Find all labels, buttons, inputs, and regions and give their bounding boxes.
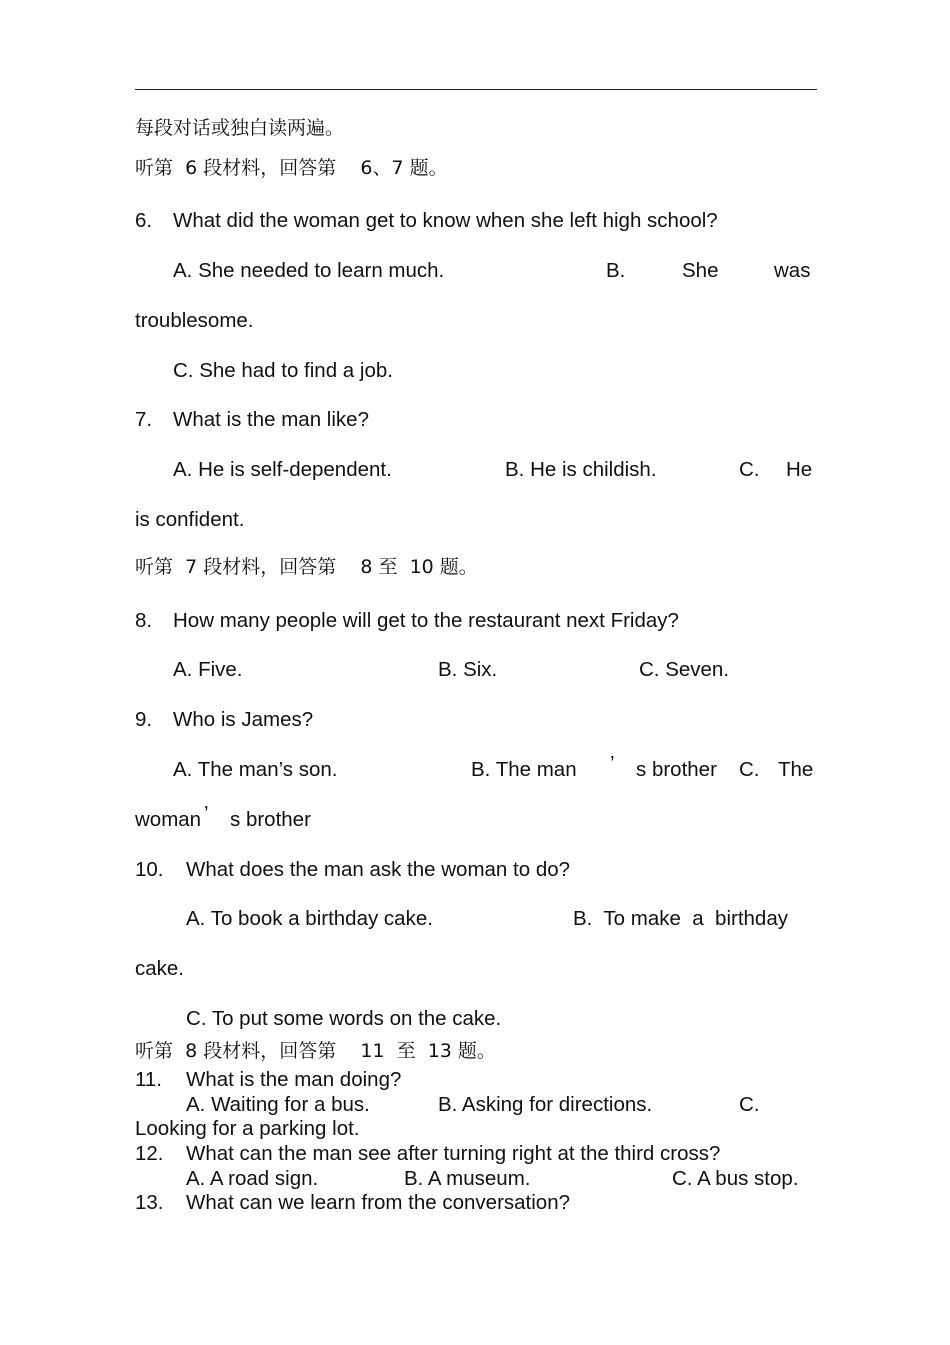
q8-option-c: C. Seven. [639, 658, 730, 681]
q10-option-b: B. To make a birthday [573, 907, 788, 930]
q9-option-b-part2: s brother [636, 758, 717, 781]
q13-number: 13. [135, 1191, 164, 1214]
q8-number: 8. [135, 609, 153, 632]
q6-option-c: C. She had to find a job. [173, 359, 393, 382]
q12-text: What can the man see after turning right at the third cross? [186, 1142, 721, 1165]
q7-option-b: B. He is childish. [505, 458, 657, 481]
q11-number: 11. [135, 1068, 162, 1091]
q10-number: 10. [135, 858, 164, 881]
q11-option-c-cont: Looking for a parking lot. [135, 1117, 360, 1140]
q8-option-a: A. Five. [173, 658, 243, 681]
q13-text: What can we learn from the conversation? [186, 1191, 570, 1214]
q6-option-b-label: B. [606, 259, 626, 282]
q9-option-c-cont2: s brother [230, 808, 311, 831]
q11-option-c-label: C. [739, 1093, 760, 1116]
q12-number: 12. [135, 1142, 164, 1165]
q9-number: 9. [135, 708, 153, 731]
q10-option-b-cont: cake. [135, 957, 184, 980]
q10-option-a: A. To book a birthday cake. [186, 907, 433, 930]
q9-option-c-apostrophe: ’ [204, 802, 209, 825]
q8-text: How many people will get to the restaurant next Friday? [173, 609, 679, 632]
q9-option-c-word1: The [778, 758, 814, 781]
q9-text: Who is James? [173, 708, 314, 731]
q11-option-a: A. Waiting for a bus. [186, 1093, 370, 1116]
q6-number: 6. [135, 209, 153, 232]
q12-option-c: C. A bus stop. [672, 1167, 799, 1190]
q7-option-c-cont: is confident. [135, 508, 245, 531]
q6-option-a: A. She needed to learn much. [173, 259, 445, 282]
q7-option-c-word1: He [786, 458, 813, 481]
q10-option-c: C. To put some words on the cake. [186, 1007, 502, 1030]
q7-text: What is the man like? [173, 408, 369, 431]
q6-option-b-word1: She [682, 259, 719, 282]
q9-option-c-cont1: woman [135, 808, 202, 831]
section-heading-8: 听第 8 段材料，回答第 11 至 13 题。 [135, 1040, 496, 1062]
q11-option-b: B. Asking for directions. [438, 1093, 653, 1116]
q9-option-b-apostrophe: ’ [610, 752, 615, 775]
q9-option-c-label: C. [739, 758, 760, 781]
section-heading-7: 听第 7 段材料，回答第 8 至 10 题。 [135, 556, 478, 578]
q10-text: What does the man ask the woman to do? [186, 858, 571, 881]
q9-option-b-part1: B. The man [471, 758, 577, 781]
q6-text: What did the woman get to know when she left high school? [173, 209, 718, 232]
q6-option-b-word2: was [774, 259, 811, 282]
q7-number: 7. [135, 408, 153, 431]
q7-option-c-label: C. [739, 458, 760, 481]
q12-option-b: B. A museum. [404, 1167, 531, 1190]
q7-option-a: A. He is self-dependent. [173, 458, 392, 481]
header-rule [135, 89, 817, 90]
q6-option-b-cont: troublesome. [135, 309, 254, 332]
q11-text: What is the man doing? [186, 1068, 402, 1091]
intro-text: 每段对话或独白读两遍。 [135, 117, 345, 139]
q12-option-a: A. A road sign. [186, 1167, 319, 1190]
section-heading-6: 听第 6 段材料，回答第 6、7 题。 [135, 157, 448, 179]
q9-option-a: A. The man’s son. [173, 758, 338, 781]
q8-option-b: B. Six. [438, 658, 498, 681]
